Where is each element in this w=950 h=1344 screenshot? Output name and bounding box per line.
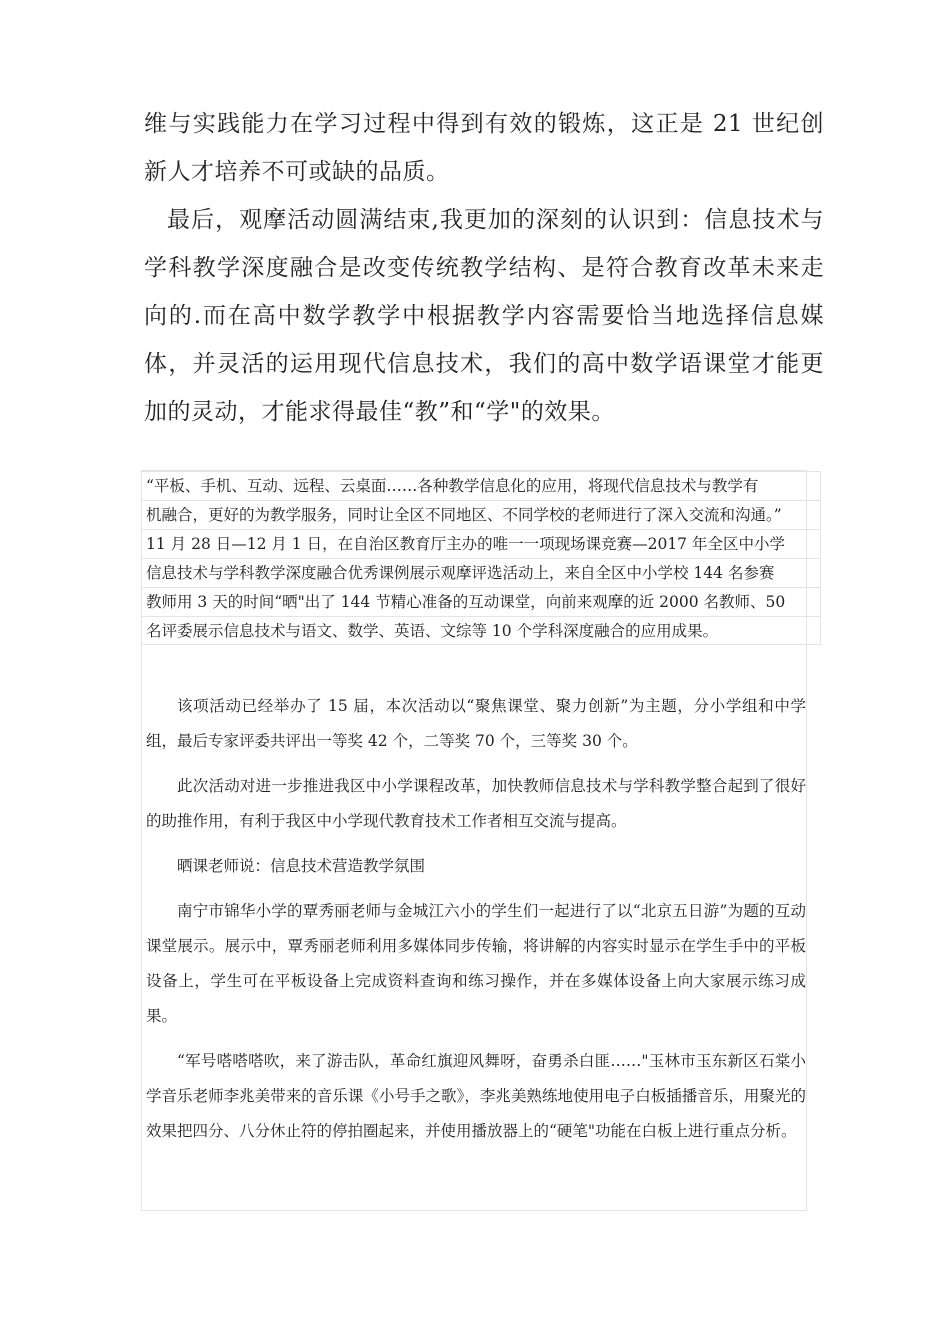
- boxed-line: 11 月 28 日—12 月 1 日，在自治区教育厅主办的唯一一项现场课竞赛—2017 年全区中小学: [141, 529, 821, 558]
- boxed-line: 教师用 3 天的时间“晒"出了 144 节精心准备的互动课堂，向前来观摩的近 2000 名教师、50: [141, 587, 821, 616]
- article-paragraph-3: 南宁市锦华小学的覃秀丽老师与金城江六小的学生们一起进行了以“北京五日游”为题的互动课堂展示。展示中，覃秀丽老师利用多媒体同步传输，将讲解的内容实时显示在学生手中的平板设备上，学生可在平板设备上完成资料查询和练习操作，并在多媒体设备上向大家展示练习成果。: [146, 902, 806, 1025]
- article-subheading: 晒课老师说：信息技术营造教学氛围: [177, 857, 426, 875]
- boxed-line: “平板、手机、互动、远程、云桌面……各种教学信息化的应用，将现代信息技术与教学有: [141, 471, 821, 500]
- article-box: [141, 470, 807, 1211]
- boxed-lines: [142, 471, 810, 645]
- top-paragraph-1: 维与实践能力在学习过程中得到有效的锻炼，这正是 21 世纪创新人才培养不可或缺的品质。: [144, 111, 824, 185]
- boxed-line: 机融合，更好的为教学服务，同时让全区不同地区、不同学校的老师进行了深入交流和沟通。”: [141, 500, 821, 529]
- top-section: [144, 100, 824, 436]
- article-body: [146, 689, 806, 1159]
- boxed-line: 名评委展示信息技术与语文、数学、英语、文综等 10 个学科深度融合的应用成果。: [141, 616, 821, 645]
- top-paragraph-2: 最后，观摩活动圆满结束,我更加的深刻的认识到：信息技术与学科教学深度融合是改变传统教学结构、是符合教育改革未来走向的.而在高中数学教学中根据教学内容需要恰当地选择信息媒体，并灵活的运用现代信息技术，我们的高中数学语课堂才能更加的灵动，才能求得最佳“教”和“学"的效果。: [144, 207, 824, 425]
- article-paragraph-4: “军号嗒嗒嗒吹，来了游击队，革命红旗迎风舞呀，奋勇杀白匪……"玉林市玉东新区石棠小学音乐老师李兆美带来的音乐课《小号手之歌》，李兆美熟练地使用电子白板插播音乐，用聚光的效果把四分、八分休止符的停拍圈起来，并使用播放器上的“硬笔"功能在白板上进行重点分析。: [146, 1052, 806, 1140]
- article-paragraph-1: 该项活动已经举办了 15 届，本次活动以“聚焦课堂、聚力创新”为主题，分小学组和中学组，最后专家评委共评出一等奖 42 个，二等奖 70 个，三等奖 30 个。: [146, 697, 806, 750]
- boxed-line: 信息技术与学科教学深度融合优秀课例展示观摩评选活动上，来自全区中小学校 144 名参赛: [141, 558, 821, 587]
- article-paragraph-2: 此次活动对进一步推进我区中小学课程改革，加快教师信息技术与学科教学整合起到了很好的助推作用，有利于我区中小学现代教育技术工作者相互交流与提高。: [146, 777, 806, 830]
